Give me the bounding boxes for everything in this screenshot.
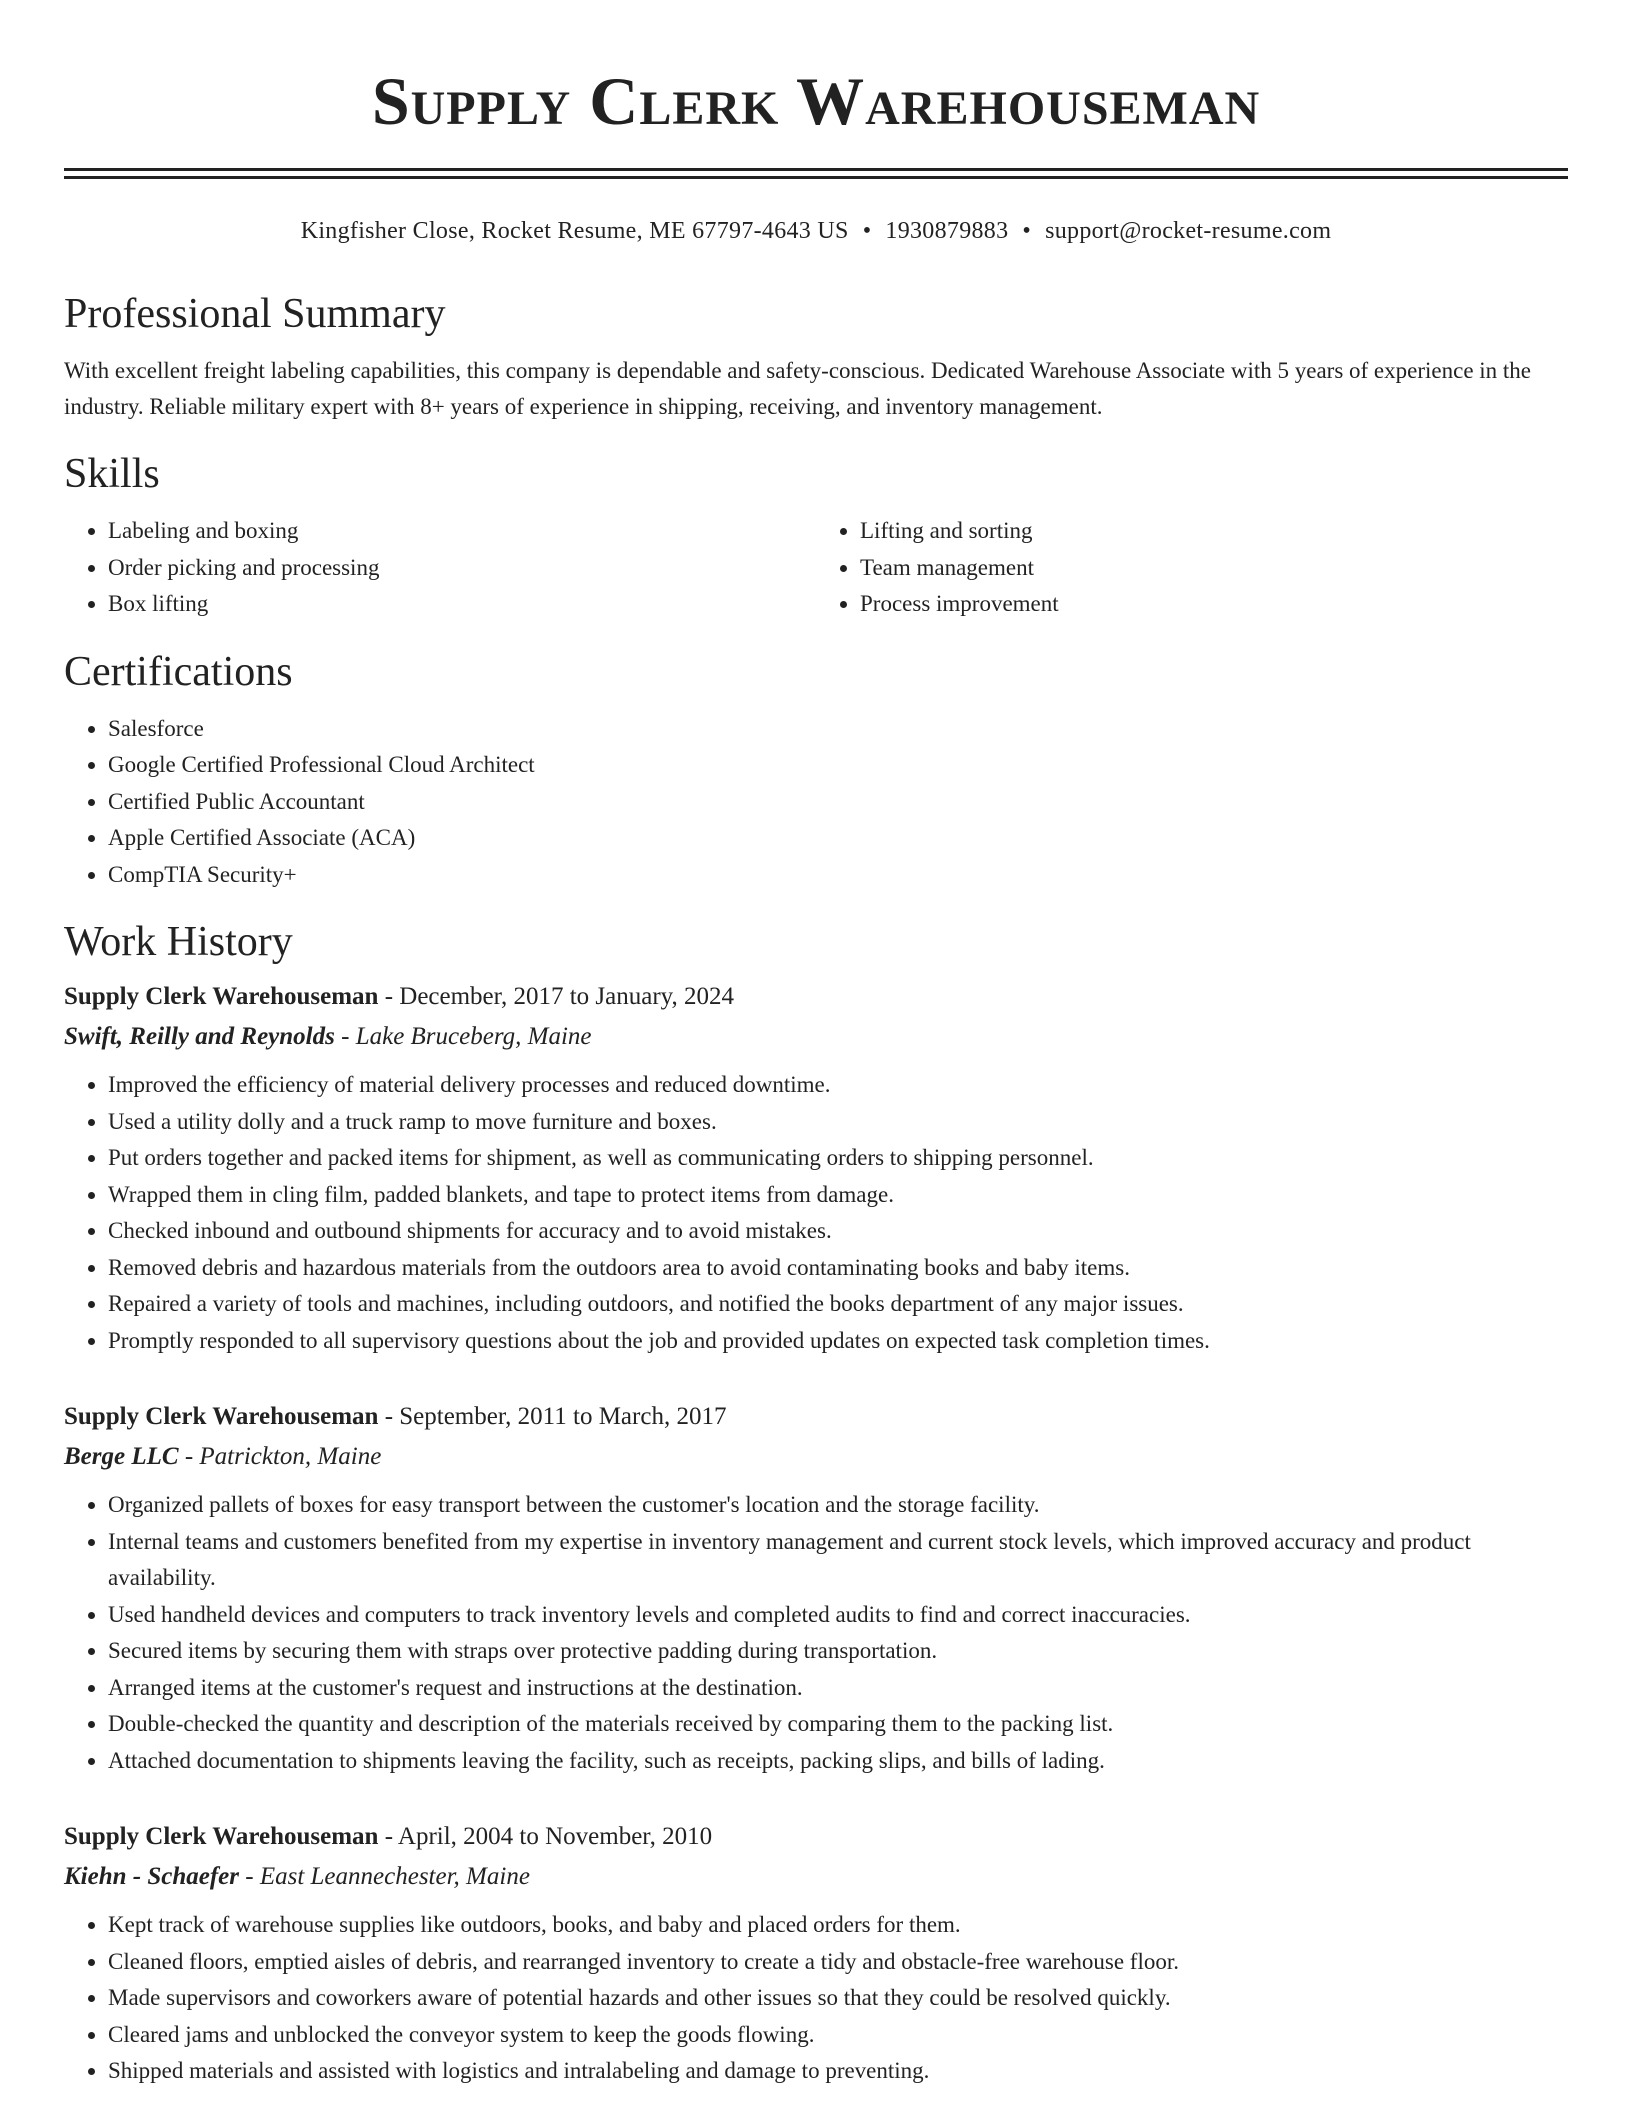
job-company-line [64, 1857, 1568, 1897]
job-dash: - [378, 1403, 400, 1430]
skill-item: • Labeling and boxing [108, 513, 816, 550]
job-bullet: • Used a utility dolly and a truck ramp to move furniture and boxes. [108, 1104, 1568, 1141]
job-location: East Leannechester, Maine [259, 1863, 530, 1890]
candidate-name: Supply Clerk Warehouseman [371, 63, 1261, 139]
job-bullet: • Used handheld devices and computers to track inventory levels and completed audits to find and correct inaccuracies. [108, 1597, 1568, 1634]
job-title-line [64, 1397, 1568, 1437]
job-company: Berge LLC [64, 1443, 179, 1470]
job-bullet: • Shipped materials and assisted with logistics and intralabeling and damage to preventing. [108, 2053, 1568, 2090]
contact-line [64, 215, 1568, 247]
job-entry [64, 1817, 1568, 2090]
job-bullet: • Cleaned floors, emptied aisles of debris, and rearranged inventory to create a tidy and obstacle-free warehouse floor. [108, 1944, 1568, 1981]
job-bullet: • Double-checked the quantity and description of the materials received by comparing them to the packing list. [108, 1706, 1568, 1743]
job-bullet: • Cleared jams and unblocked the conveyor system to keep the goods flowing. [108, 2017, 1568, 2054]
job-bullets [64, 1487, 1568, 1779]
summary-heading: Professional Summary [64, 291, 446, 337]
skill-item: • Team management [860, 550, 1568, 587]
job-location: Lake Bruceberg, Maine [355, 1023, 592, 1050]
skill-item: • Order picking and processing [108, 550, 816, 587]
certifications-list [64, 711, 1568, 894]
work-history-section [64, 917, 1568, 2090]
summary-text: With excellent freight labeling capabilities, this company is dependable and safety-conscious. Dedicated Warehouse Associate with 5 years of experience in the industry. Reliable military expert with 8+ years of experience in shipping, receiving, and inventory management. [64, 358, 1532, 419]
contact-address: Kingfisher Close, Rocket Resume, ME 67797-4643 US [300, 218, 849, 244]
job-dash: - [378, 1823, 398, 1850]
certification-item: • Apple Certified Associate (ACA) [108, 820, 1568, 857]
job-bullet: • Organized pallets of boxes for easy transport between the customer's location and the storage facility. [108, 1487, 1568, 1524]
skill-item: • Process improvement [860, 586, 1568, 623]
contact-separator: • [862, 218, 872, 244]
job-bullet: • Put orders together and packed items for shipment, as well as communicating orders to shipping personnel. [108, 1140, 1568, 1177]
certification-item: • Certified Public Accountant [108, 784, 1568, 821]
job-bullet: • Promptly responded to all supervisory questions about the job and provided updates on expected task completion times. [108, 1323, 1568, 1360]
job-bullet: • Secured items by securing them with straps over protective padding during transportation. [108, 1633, 1568, 1670]
job-location: Patrickton, Maine [199, 1443, 382, 1470]
job-dash: - [239, 1863, 260, 1890]
job-bullet: • Removed debris and hazardous materials from the outdoors area to avoid contaminating books and baby items. [108, 1250, 1568, 1287]
job-company: Kiehn - Schaefer [64, 1863, 239, 1890]
certification-item: • Salesforce [108, 711, 1568, 748]
job-title: Supply Clerk Warehouseman [64, 1823, 379, 1850]
job-title-line [64, 977, 1568, 1017]
contact-phone: 1930879883 [885, 218, 1009, 244]
contact-email: support@rocket-resume.com [1045, 218, 1332, 244]
job-bullet: • Wrapped them in cling film, padded blankets, and tape to protect items from damage. [108, 1177, 1568, 1214]
skills-heading: Skills [64, 451, 160, 497]
skills-grid [64, 513, 1568, 623]
job-title: Supply Clerk Warehouseman [64, 1403, 379, 1430]
contact-separator: • [1022, 218, 1032, 244]
certifications-section [64, 647, 1568, 894]
job-company-line [64, 1437, 1568, 1477]
job-title-line [64, 1817, 1568, 1857]
job-bullet: • Arranged items at the customer's request and instructions at the destination. [108, 1670, 1568, 1707]
job-bullets [64, 1907, 1568, 2090]
job-bullet: • Checked inbound and outbound shipments for accuracy and to avoid mistakes. [108, 1213, 1568, 1250]
job-dash: - [178, 1443, 200, 1470]
certification-item: • CompTIA Security+ [108, 857, 1568, 894]
skills-list-left [64, 513, 816, 623]
job-dates: September, 2011 to March, 2017 [399, 1403, 727, 1430]
job-dates: December, 2017 to January, 2024 [399, 983, 735, 1010]
work-history-heading: Work History [64, 919, 293, 965]
job-dates: April, 2004 to November, 2010 [397, 1823, 713, 1850]
job-bullet: • Internal teams and customers benefited from my expertise in inventory management and current stock levels, which improved accuracy and product availability. [108, 1524, 1568, 1597]
job-entry [64, 1397, 1568, 1779]
job-bullet: • Improved the efficiency of material delivery processes and reduced downtime. [108, 1067, 1568, 1104]
header-divider [64, 168, 1568, 179]
job-bullet: • Attached documentation to shipments leaving the facility, such as receipts, packing slips, and bills of lading. [108, 1743, 1568, 1780]
job-company: Swift, Reilly and Reynolds [64, 1023, 335, 1050]
job-dash: - [378, 983, 400, 1010]
job-title: Supply Clerk Warehouseman [64, 983, 379, 1010]
skill-item: • Lifting and sorting [860, 513, 1568, 550]
certifications-heading: Certifications [64, 648, 293, 695]
job-bullet: • Repaired a variety of tools and machines, including outdoors, and notified the books department of any major issues. [108, 1286, 1568, 1323]
job-dash: - [334, 1023, 356, 1050]
job-bullets [64, 1067, 1568, 1359]
job-bullet: • Made supervisors and coworkers aware of potential hazards and other issues so that they could be resolved quickly. [108, 1980, 1568, 2017]
skill-item: • Box lifting [108, 586, 816, 623]
skills-list-right [816, 513, 1568, 623]
job-bullet: • Kept track of warehouse supplies like outdoors, books, and baby and placed orders for them. [108, 1907, 1568, 1944]
job-entry [64, 977, 1568, 1359]
certification-item: • Google Certified Professional Cloud Architect [108, 747, 1568, 784]
summary-section [64, 289, 1568, 425]
skills-section [64, 449, 1568, 623]
job-company-line [64, 1017, 1568, 1057]
